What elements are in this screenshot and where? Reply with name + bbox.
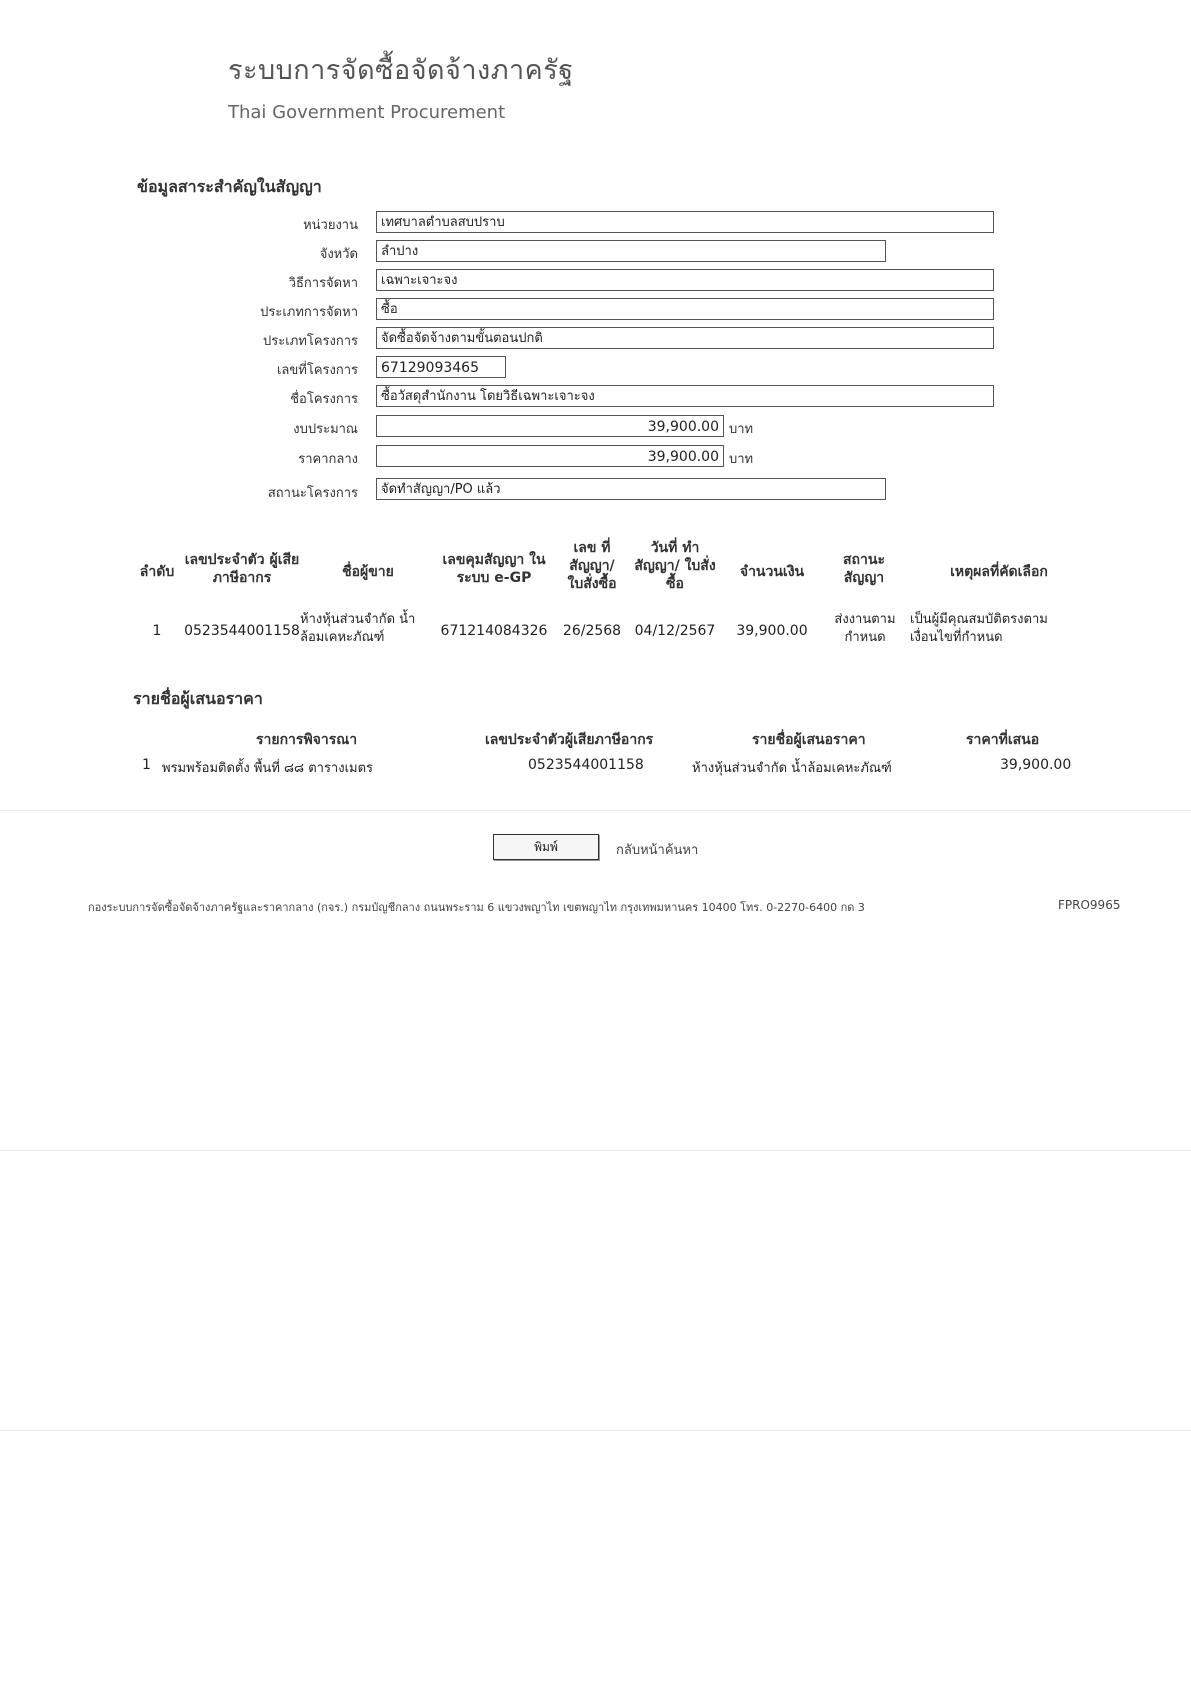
procurement-type-label: ประเภทการจัดหา bbox=[260, 305, 358, 320]
bidders-header-tax-id: เลขประจำตัวผู้เสียภาษีอากร bbox=[485, 732, 654, 748]
row-seq: 1 bbox=[152, 623, 162, 639]
row-vendor: ห้างหุ้นส่วนจำกัด น้ำล้อมเคหะภัณฑ์ bbox=[300, 612, 416, 645]
bidder-row-price: 39,900.00 bbox=[1000, 757, 1072, 773]
bidder-row-item: พรมพร้อมติดตั้ง พื้นที่ ๘๘ ตารางเมตร bbox=[162, 761, 374, 776]
project-number-field: 67129093465 bbox=[376, 356, 506, 378]
system-title-en: Thai Government Procurement bbox=[228, 102, 506, 123]
print-button[interactable]: พิมพ์ bbox=[493, 834, 599, 860]
bidder-row-tax-id: 0523544001158 bbox=[528, 757, 644, 773]
project-status-field: จัดทำสัญญา/PO แล้ว bbox=[376, 478, 886, 500]
bidders-header-item: รายการพิจารณา bbox=[256, 732, 358, 748]
scan-line bbox=[0, 810, 1191, 811]
row-contract-date: 04/12/2567 bbox=[634, 623, 716, 639]
row-tax-id: 0523544001158 bbox=[184, 623, 300, 639]
system-title-th: ระบบการจัดซื้อจัดจ้างภาครัฐ bbox=[228, 55, 574, 86]
bidder-row-name: ห้างหุ้นส่วนจำกัด น้ำล้อมเคหะภัณฑ์ bbox=[692, 761, 892, 776]
project-status-label: สถานะโครงการ bbox=[267, 486, 358, 501]
form-code: FPRO9965 bbox=[1058, 898, 1121, 912]
median-price-label: ราคากลาง bbox=[298, 452, 358, 467]
col-header-amount: จำนวนเงิน bbox=[739, 564, 805, 580]
col-header-egp-no: เลขคุมสัญญา ในระบบ e-GP bbox=[442, 552, 546, 586]
bidder-row-seq: 1 bbox=[142, 757, 151, 773]
project-name-field: ซื้อวัสดุสำนักงาน โดยวิธีเฉพาะเจาะจง bbox=[376, 385, 994, 407]
row-status: ส่งงานตามกำหนด bbox=[834, 612, 896, 645]
project-name-label: ชื่อโครงการ bbox=[290, 392, 358, 407]
budget-unit: บาท bbox=[729, 422, 754, 437]
bidders-header-price: ราคาที่เสนอ bbox=[966, 732, 1040, 748]
agency-field: เทศบาลตำบลสบปราบ bbox=[376, 211, 994, 233]
col-header-tax-id: เลขประจำตัว ผู้เสียภาษีอากร bbox=[184, 552, 300, 586]
col-header-reason: เหตุผลที่คัดเลือก bbox=[950, 564, 1048, 580]
back-to-search-link[interactable]: กลับหน้าค้นหา bbox=[616, 843, 699, 858]
province-field: ลำปาง bbox=[376, 240, 886, 262]
col-header-status: สถานะ สัญญา bbox=[843, 552, 885, 586]
footer-address: กองระบบการจัดซื้อจัดจ้างภาครัฐและราคากลาง (กจร.) กรมบัญชีกลาง ถนนพระราม 6 แขวงพญาไท เขตพญาไท กรุงเทพมหานคร 10400 โทร. 0-2270-6400 กด 3 bbox=[88, 901, 865, 914]
scan-line bbox=[0, 1430, 1191, 1431]
bidders-title: รายชื่อผู้เสนอราคา bbox=[133, 689, 263, 708]
row-reason: เป็นผู้มีคุณสมบัติตรงตามเงื่อนไขที่กำหนด bbox=[910, 612, 1048, 645]
contract-info-title: ข้อมูลสาระสำคัญในสัญญา bbox=[137, 177, 322, 196]
col-header-seq: ลำดับ bbox=[139, 564, 175, 580]
col-header-vendor: ชื่อผู้ขาย bbox=[342, 564, 394, 580]
row-contract-no: 26/2568 bbox=[562, 623, 622, 639]
row-amount: 39,900.00 bbox=[736, 623, 808, 639]
project-type-label: ประเภทโครงการ bbox=[263, 334, 358, 349]
procurement-method-field: เฉพาะเจาะจง bbox=[376, 269, 994, 291]
row-egp-no: 671214084326 bbox=[440, 623, 548, 639]
col-header-contract-date: วันที่ ทำสัญญา/ ใบสั่งซื้อ bbox=[634, 540, 716, 592]
province-label: จังหวัด bbox=[319, 247, 358, 262]
agency-label: หน่วยงาน bbox=[303, 218, 358, 233]
scan-line bbox=[0, 1150, 1191, 1151]
bidders-header-bidder: รายชื่อผู้เสนอราคา bbox=[752, 732, 866, 748]
median-price-field: 39,900.00 bbox=[376, 445, 724, 467]
col-header-contract-no: เลข ที่สัญญา/ ใบสั่งซื้อ bbox=[567, 540, 617, 592]
project-type-field: จัดซื้อจัดจ้างตามขั้นตอนปกติ bbox=[376, 327, 994, 349]
procurement-method-label: วิธีการจัดหา bbox=[288, 276, 358, 291]
median-price-unit: บาท bbox=[729, 452, 754, 467]
project-number-label: เลขที่โครงการ bbox=[276, 363, 358, 378]
budget-field: 39,900.00 bbox=[376, 415, 724, 437]
budget-label: งบประมาณ bbox=[293, 422, 358, 437]
procurement-type-field: ซื้อ bbox=[376, 298, 994, 320]
